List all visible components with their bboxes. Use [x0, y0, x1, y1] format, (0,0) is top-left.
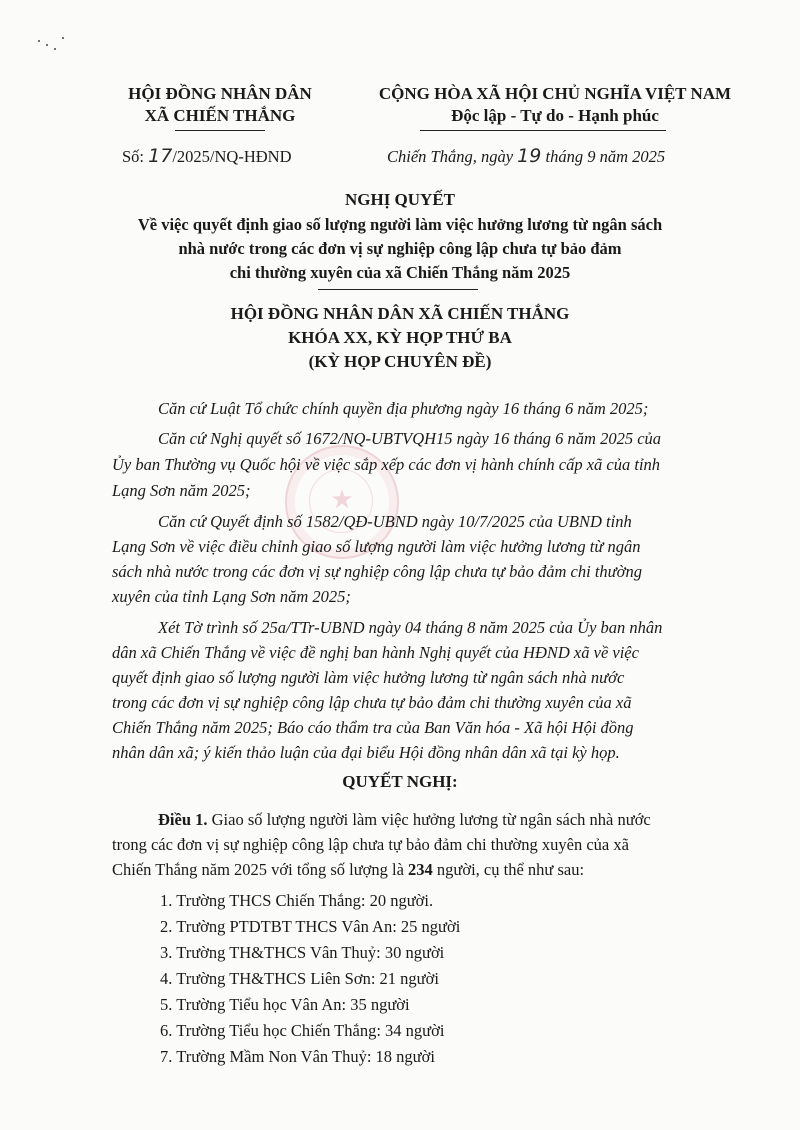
article-1-total: 234 [408, 860, 433, 879]
article-1-line-3-text: Chiến Thắng năm 2025 với tổng số lượng là [112, 860, 409, 879]
subject-underline [318, 289, 478, 290]
issuer-name-line2: XÃ CHIẾN THẮNG [144, 106, 296, 125]
issuer-underline [175, 130, 265, 131]
preamble-4-line-2: dân xã Chiến Thắng về việc đề nghị ban hành Nghị quyết của HĐND xã về việc [112, 643, 639, 662]
list-item: 5. Trường Tiểu học Vân An: 35 người [160, 995, 410, 1014]
preamble-2-line-3: Lạng Sơn năm 2025; [112, 481, 251, 500]
subject-line-3: chi thường xuyên của xã Chiến Thắng năm 2025 [229, 263, 571, 282]
list-item: 1. Trường THCS Chiến Thắng: 20 người. [160, 891, 434, 910]
document-number [122, 145, 292, 167]
subject-line-1: Về việc quyết định giao số lượng người làm việc hưởng lương từ ngân sách [137, 215, 663, 234]
preamble-4-line-6: nhân dân xã; ý kiến thảo luận của đại biểu Hội đồng nhân dân xã tại kỳ họp. [112, 743, 620, 762]
preamble-3-line-2: Lạng Sơn về việc điều chỉnh giao số lượng người làm việc hưởng lương từ ngân [112, 537, 641, 556]
list-item: 7. Trường Mầm Non Vân Thuỷ: 18 người [160, 1047, 435, 1066]
list-item: 4. Trường TH&THCS Liên Sơn: 21 người [160, 969, 439, 988]
nation-motto: Độc lập - Tự do - Hạnh phúc [451, 106, 659, 125]
council-name: HỘI ĐỒNG NHÂN DÂN XÃ CHIẾN THẮNG [230, 304, 570, 323]
article-1-line-3 [112, 857, 584, 883]
preamble-3-line-1: Căn cứ Quyết định số 1582/QĐ-UBND ngày 10/7/2025 của UBND tỉnh [158, 512, 632, 531]
list-item: 3. Trường TH&THCS Vân Thuỷ: 30 người [160, 943, 445, 962]
number-prefix: Số: [122, 147, 145, 166]
resolution-heading: QUYẾT NGHỊ: [342, 772, 458, 791]
article-1-text: Giao số lượng người làm việc hưởng lương từ ngân sách nhà nước [211, 810, 651, 829]
motto-underline [420, 130, 666, 131]
council-session: KHÓA XX, KỲ HỌP THỨ BA [288, 328, 512, 347]
preamble-3-line-3: sách nhà nước trong các đơn vị sự nghiệp công lập chưa tự bảo đảm chi thường [112, 562, 642, 581]
article-1-line-2: trong các đơn vị sự nghiệp công lập chưa tự bảo đảm chi thường xuyên của xã [112, 835, 629, 854]
issuer-name-line1: HỘI ĐỒNG NHÂN DÂN [128, 84, 312, 103]
document-date [387, 145, 665, 167]
date-suffix: tháng 9 năm 2025 [545, 147, 666, 166]
document-type: NGHỊ QUYẾT [344, 190, 456, 209]
number-suffix: /2025/NQ-HĐND [172, 147, 292, 166]
article-1-line-1 [158, 807, 651, 833]
preamble-4-line-1: Xét Tờ trình số 25a/TTr-UBND ngày 04 tháng 8 năm 2025 của Ủy ban nhân [158, 618, 663, 637]
date-prefix: Chiến Thắng, ngày [387, 147, 514, 166]
official-seal-watermark: ★ [285, 445, 399, 559]
subject-line-2: nhà nước trong các đơn vị sự nghiệp công lập chưa tự bảo đảm [178, 239, 622, 258]
preamble-4-line-5: Chiến Thắng năm 2025; Báo cáo thẩm tra của Ban Văn hóa - Xã hội Hội đồng [112, 718, 634, 737]
preamble-3-line-4: xuyên của tỉnh Lạng Sơn năm 2025; [112, 587, 351, 606]
article-1-line-3-tail: người, cụ thể như sau: [432, 860, 585, 879]
date-handwritten: 19 [517, 145, 542, 167]
preamble-4-line-3: quyết định giao số lượng người làm việc hưởng lương từ ngân sách nhà nước [112, 668, 625, 687]
list-item: 2. Trường PTDTBT THCS Vân An: 25 người [160, 917, 461, 936]
council-session-type: (KỲ HỌP CHUYÊN ĐỀ) [308, 352, 492, 371]
nation-name: CỘNG HÒA XÃ HỘI CHỦ NGHĨA VIỆT NAM [378, 84, 732, 103]
preamble-2-line-2: Ủy ban Thường vụ Quốc hội về việc sắp xếp các đơn vị hành chính cấp xã của tỉnh [112, 455, 661, 474]
preamble-2-line-1: Căn cứ Nghị quyết số 1672/NQ-UBTVQH15 ngày 16 tháng 6 năm 2025 của [158, 429, 662, 448]
preamble-1-line-1: Căn cứ Luật Tổ chức chính quyền địa phương ngày 16 tháng 6 năm 2025; [158, 399, 649, 418]
list-item: 6. Trường Tiểu học Chiến Thắng: 34 người [160, 1021, 445, 1040]
article-1-label: Điều 1. [158, 810, 208, 829]
number-handwritten: 17 [148, 145, 173, 167]
preamble-4-line-4: trong các đơn vị sự nghiệp công lập chưa tự bảo đảm chi thường xuyên của xã [112, 693, 632, 712]
